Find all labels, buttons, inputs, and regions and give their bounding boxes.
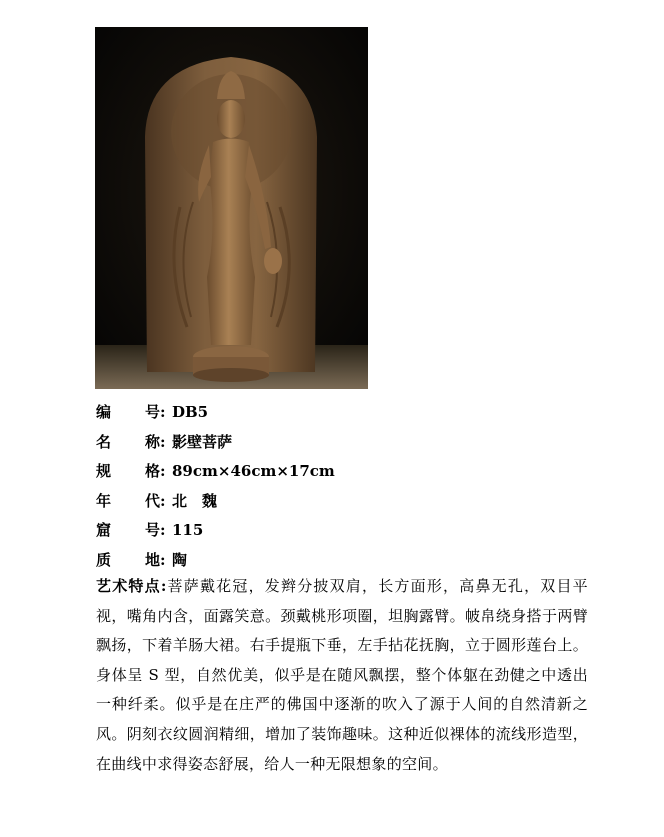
field-value: 影壁菩萨	[172, 432, 233, 451]
field-label: 质 地	[96, 550, 160, 569]
field-value: 北 魏	[172, 491, 218, 510]
field-label: 名 称	[96, 432, 160, 451]
field-label: 窟 号	[96, 521, 160, 540]
field-value: DB5	[172, 403, 209, 422]
bodhisattva-photo	[95, 27, 368, 389]
field-label: 规 格	[96, 462, 160, 481]
field-era	[96, 487, 586, 517]
artistic-features	[96, 572, 588, 779]
field-name	[96, 428, 586, 458]
field-colon: :	[160, 491, 166, 510]
field-value: 115	[172, 521, 204, 540]
field-colon: :	[160, 403, 166, 422]
field-id	[96, 398, 586, 428]
field-colon: :	[160, 521, 166, 540]
artistic-features-text: 菩萨戴花冠，发辫分披双肩，长方面形，高鼻无孔，双目平视，嘴角内含，面露笑意。颈戴桃形项圈，坦胸露臂。帔帛绕身搭于两臂飘扬，下着羊肠大裙。右手提瓶下垂，左手拈花抚胸，立于圆形莲台上。身体呈 S 型，自然优美，似乎是在随风飘摆，整个体躯在劲健之中透出一种纤柔。似乎是在庄严的佛国中逐渐的吹入了源于人间的自然清新之风。阴刻衣纹圆润精细，增加了装饰趣味。这种近似裸体的流线形造型，在曲线中求得姿态舒展，给人一种无限想象的空间。	[96, 577, 588, 773]
field-value: 陶	[172, 550, 188, 569]
field-cave	[96, 516, 586, 546]
artistic-features-label: 艺术特点:	[96, 577, 167, 595]
field-dimensions	[96, 457, 586, 487]
field-colon: :	[160, 462, 166, 481]
field-value: 89cm×46cm×17cm	[172, 462, 335, 481]
field-label: 年 代	[96, 491, 160, 510]
field-colon: :	[160, 550, 166, 569]
record-fields	[96, 398, 586, 575]
field-colon: :	[160, 432, 166, 451]
field-material	[96, 546, 586, 576]
field-label: 编 号	[96, 403, 160, 422]
